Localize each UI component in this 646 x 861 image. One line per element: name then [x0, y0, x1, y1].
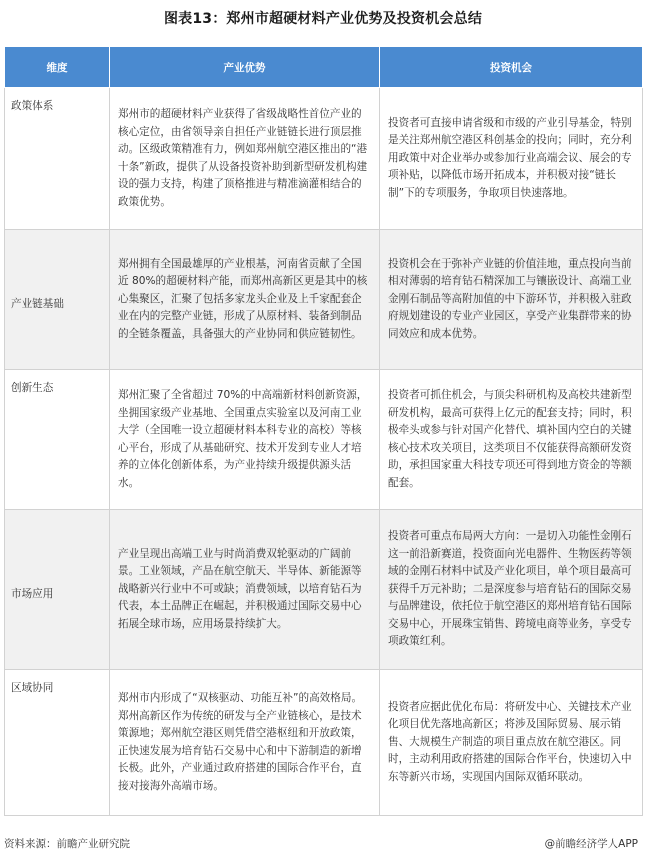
dimension-cell: 产业链基础 [5, 230, 110, 370]
opportunity-cell: 投资者可重点布局两大方向：一是切入功能性金刚石这一前沿新赛道，投资面向光电器件、生物医药等领域的金刚石材料中试及产业化项目，单个项目最高可获得千万元补助；二是深度参与培育钻石的国际交易与品牌建设，依托位于航空港区的郑州培育钻石国际交易中心，开展珠宝销售、跨境电商等业务，享受专项政策红利。 [380, 510, 643, 670]
dimension-cell: 市场应用 [5, 510, 110, 670]
source-note: 资料来源：前瞻产业研究院 [4, 838, 130, 850]
opportunity-cell: 投资者应据此优化布局：将研发中心、关键技术产业化项目优先落地高新区；将涉及国际贸易、展示销售、大规模生产制造的项目重点放在航空港区。同时，主动利用政府搭建的国际合作平台，快速切入中东等新兴市场，实现国内国际双循环联动。 [380, 670, 643, 816]
brand-credit [545, 836, 638, 851]
page-title: 图表13：郑州市超硬材料产业优势及投资机会总结 [163, 11, 483, 27]
table-row [5, 88, 643, 230]
dimension-cell: 政策体系 [5, 88, 110, 230]
advantage-cell: 郑州汇聚了全省超过 70%的中高端新材料创新资源，坐拥国家级产业基地、全国重点实验室以及河南工业大学（全国唯一设立超硬材料本科专业的高校）等核心平台，形成了从基础研究、技术开发到专业人才培养的立体化创新体系，为产业持续升级提供源头活水。 [110, 370, 380, 510]
opportunity-cell: 投资机会在于弥补产业链的价值洼地，重点投向当前相对薄弱的培育钻石精深加工与镶嵌设计、高端工业金刚石制品等高附加值的中下游环节，并积极入驻政府规划建设的专业产业园区，享受产业集群带来的协同效应和成本优势。 [380, 230, 643, 370]
advantage-cell: 产业呈现出高端工业与时尚消费双轮驱动的广阔前景。工业领域，产品在航空航天、半导体、新能源等战略新兴行业中不可或缺；消费领域，以培育钻石为代表，本土品牌正在崛起，并积极通过国际交易中心拓展全球市场，应用场景持续扩大。 [110, 510, 380, 670]
advantage-cell: 郑州拥有全国最雄厚的产业根基，河南省贡献了全国近 80%的超硬材料产能，而郑州高新区更是其中的核心集聚区，汇聚了包括多家龙头企业及上千家配套企业在内的完整产业链，形成了从原材料、装备到制品的全链条覆盖，具备强大的产业协同和供应链韧性。 [110, 230, 380, 370]
advantage-cell: 郑州市内形成了“双核驱动、功能互补”的高效格局。郑州高新区作为传统的研发与全产业链核心，是技术策源地；郑州航空港区则凭借空港枢纽和开放政策，正快速发展为培育钻石交易中心和中下游制造的新增长极。此外，产业通过政府搭建的国际合作平台，直接对接海外高端市场。 [110, 670, 380, 816]
opportunity-cell: 投资者可抓住机会，与顶尖科研机构及高校共建新型研发机构，最高可获得上亿元的配套支持；同时，积极牵头或参与针对国产化替代、填补国内空白的关键核心技术攻关项目，这类项目不仅能获得高额研发资助，承担国家重大科技专项还可得到地方资金的等额配套。 [380, 370, 643, 510]
table-row [5, 230, 643, 370]
opportunity-cell: 投资者可直接申请省级和市级的产业引导基金，特别是关注郑州航空港区科创基金的投向；同时，充分利用政策中对企业举办或参加行业高端会议、展会的专项补贴，以降低市场开拓成本，并积极对接“链长制”下的专项服务，争取项目快速落地。 [380, 88, 643, 230]
table-row [5, 510, 643, 670]
column-header-dimension: 维度 [5, 47, 110, 88]
column-header-advantage: 产业优势 [110, 47, 380, 88]
brand-label: @前瞻经济学人APP [544, 838, 638, 850]
summary-table [4, 46, 643, 816]
table-row [5, 370, 643, 510]
table-header-row [5, 47, 643, 88]
advantage-cell: 郑州市的超硬材料产业获得了省级战略性首位产业的核心定位，由省领导亲自担任产业链链长进行顶层推动。区级政策精准有力，例如郑州航空港区推出的“港十条”新政，提供了从设备投资补助到新型研发机构建设的强力支持，构建了顶格推进与精准滴灌相结合的政策优势。 [110, 88, 380, 230]
table-row [5, 670, 643, 816]
column-header-opportunity: 投资机会 [380, 47, 643, 88]
dimension-cell: 区域协同 [5, 670, 110, 816]
dimension-cell: 创新生态 [5, 370, 110, 510]
